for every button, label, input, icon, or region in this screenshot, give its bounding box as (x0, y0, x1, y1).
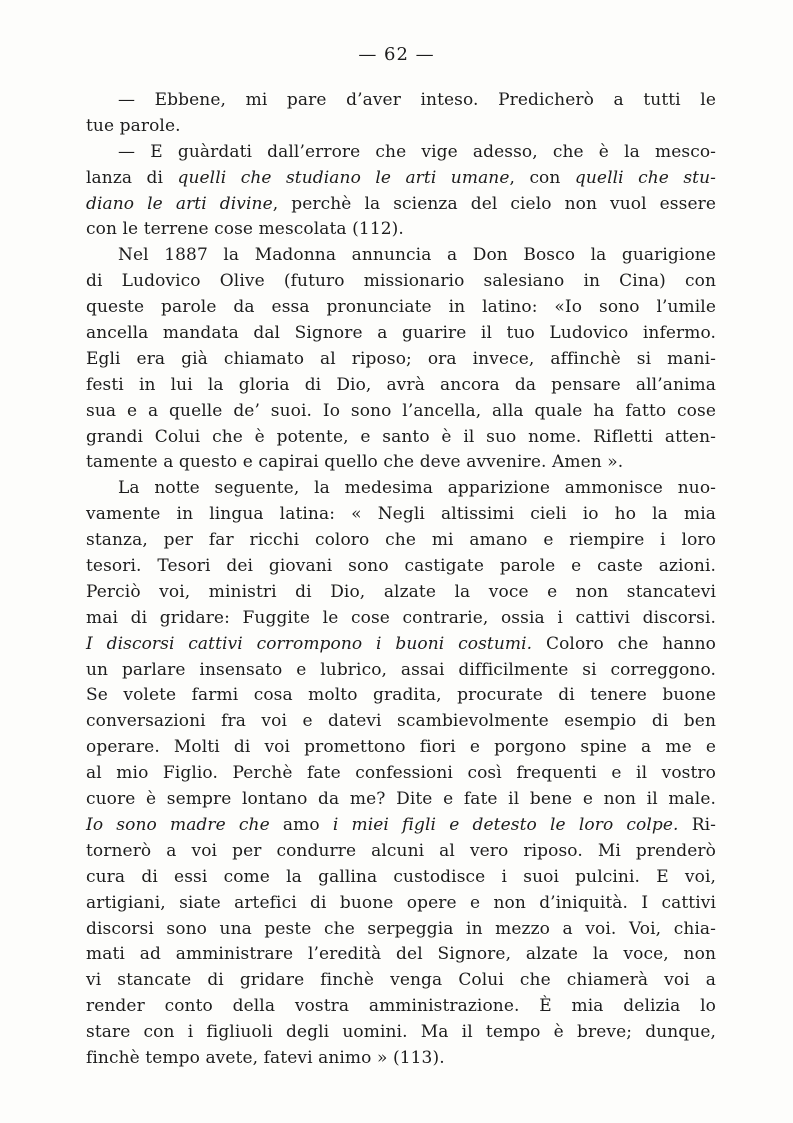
text-line (86, 347, 716, 373)
text-line (86, 1020, 716, 1046)
text-run: Egli era già chiamato al riposo; ora invece, affinchè si mani- (86, 348, 716, 369)
text-line (86, 1046, 716, 1072)
text-line (86, 787, 716, 813)
italic-text: quelli che studiano le arti umane (177, 167, 510, 188)
text-run: lanza di (86, 167, 178, 188)
text-line (86, 891, 716, 917)
text-run: con le terrene cose mescolata (112). (86, 219, 404, 240)
text-run: cuore è sempre lontano da me? Dite e fate il bene e non il male. (86, 789, 716, 810)
text-run: artigiani, siate artefici di buone opere e non d’iniquità. I cattivi (86, 892, 716, 913)
page-number: — 62 — (358, 44, 435, 65)
text-run: Coloro che hanno (532, 633, 716, 654)
text-run: tesori. Tesori dei giovani sono castigate parole e caste azioni. (86, 556, 716, 577)
italic-text: i miei figli e detesto le loro colpe. (319, 814, 679, 835)
italic-text: quelli che stu- (574, 167, 716, 188)
text-line (86, 321, 716, 347)
text-line (86, 554, 716, 580)
text-line (86, 217, 716, 243)
text-run: operare. Molti di voi promettono fiori e porgono spine a me e (86, 737, 716, 758)
text-line (86, 683, 716, 709)
text-line (86, 140, 716, 166)
text-line (86, 243, 716, 269)
text-line (86, 114, 716, 140)
text-line (86, 528, 716, 554)
text-line (86, 709, 716, 735)
text-line (86, 476, 716, 502)
italic-text: I discorsi cattivi corrompono i buoni costumi. (86, 633, 533, 654)
text-run: La notte seguente, la medesima apparizione ammonisce nuo- (118, 478, 716, 499)
text-line (86, 425, 716, 451)
text-line (86, 994, 716, 1020)
text-run: vamente in lingua latina: « Negli altissimi cieli io ho la mia (86, 504, 716, 525)
text-line (86, 658, 716, 684)
text-line (86, 865, 716, 891)
text-run: tamente a questo e capirai quello che deve avvenire. Amen ». (86, 452, 624, 473)
italic-text: diano le arti divine (86, 193, 273, 214)
text-run: Nel 1887 la Madonna annuncia a Don Bosco la guarigione (118, 245, 716, 266)
text-line (86, 735, 716, 761)
text-run: tue parole. (86, 115, 181, 136)
text-run: tornerò a voi per condurre alcuni al vero riposo. Mi prenderò (86, 840, 716, 861)
text-run: Perciò voi, ministri di Dio, alzate la voce e non stancatevi (86, 581, 716, 602)
text-run: al mio Figlio. Perchè fate confessioni così frequenti e il vostro (86, 763, 716, 784)
text-line (86, 166, 716, 192)
text-line (86, 192, 716, 218)
text-run: festi in lui la gloria di Dio, avrà ancora da pensare all’anima (86, 374, 716, 395)
text-line (86, 295, 716, 321)
text-run: — Ebbene, mi pare d’aver inteso. Predicherò a tutti le (118, 90, 716, 110)
text-run: Ri- (678, 814, 716, 835)
text-line (86, 761, 716, 787)
text-run: finchè tempo avete, fatevi animo » (113). (86, 1047, 445, 1068)
body-text (86, 88, 716, 1072)
text-run: Se volete farmi cosa molto gradita, procurate di tenere buone (86, 685, 716, 706)
text-run: , perchè la scienza del cielo non vuol essere (272, 193, 716, 214)
text-run: amo (282, 814, 320, 835)
text-line (86, 580, 716, 606)
text-line (86, 813, 716, 839)
text-run: , con (509, 167, 575, 188)
text-line (86, 450, 716, 476)
text-run: grandi Colui che è potente, e santo è il suo nome. Rifletti atten- (86, 426, 716, 447)
text-line (86, 606, 716, 632)
text-run: cura di essi come la gallina custodisce i suoi pulcini. E voi, (86, 866, 716, 887)
text-line (86, 942, 716, 968)
text-line (86, 88, 716, 114)
text-run: sua e a quelle de’ suoi. Io sono l’ancella, alla quale ha fatto cose (86, 400, 716, 421)
text-line (86, 399, 716, 425)
text-run: mai di gridare: Fuggite le cose contrarie, ossia i cattivi discorsi. (86, 607, 716, 628)
text-run: stanza, per far ricchi coloro che mi amano e riempire i loro (86, 530, 716, 551)
text-run: stare con i figliuoli degli uomini. Ma il tempo è breve; dunque, (86, 1022, 716, 1043)
text-run: — E guàrdati dall’errore che vige adesso, che è la mesco- (118, 141, 716, 162)
text-run: di Ludovico Olive (futuro missionario salesiano in Cina) con (86, 271, 716, 292)
text-run: mati ad amministrare l’eredità del Signore, alzate la voce, non (86, 944, 716, 965)
text-line (86, 632, 716, 658)
text-line (86, 968, 716, 994)
text-run: un parlare insensato e lubrico, assai difficilmente si correggono. (86, 659, 716, 680)
text-run: queste parole da essa pronunciate in latino: «Io sono l’umile (86, 297, 716, 318)
text-line (86, 373, 716, 399)
italic-text: Io sono madre che (86, 814, 283, 835)
text-line (86, 917, 716, 943)
text-run: conversazioni fra voi e datevi scambievolmente esempio di ben (86, 711, 716, 732)
text-run: discorsi sono una peste che serpeggia in mezzo a voi. Voi, chia- (86, 918, 716, 939)
text-line (86, 269, 716, 295)
text-line (86, 502, 716, 528)
text-run: vi stancate di gridare finchè venga Colui che chiamerà voi a (86, 970, 716, 991)
text-run: render conto della vostra amministrazione. È mia delizia lo (86, 996, 716, 1017)
text-line (86, 839, 716, 865)
text-run: ancella mandata dal Signore a guarire il tuo Ludovico infermo. (86, 323, 716, 344)
